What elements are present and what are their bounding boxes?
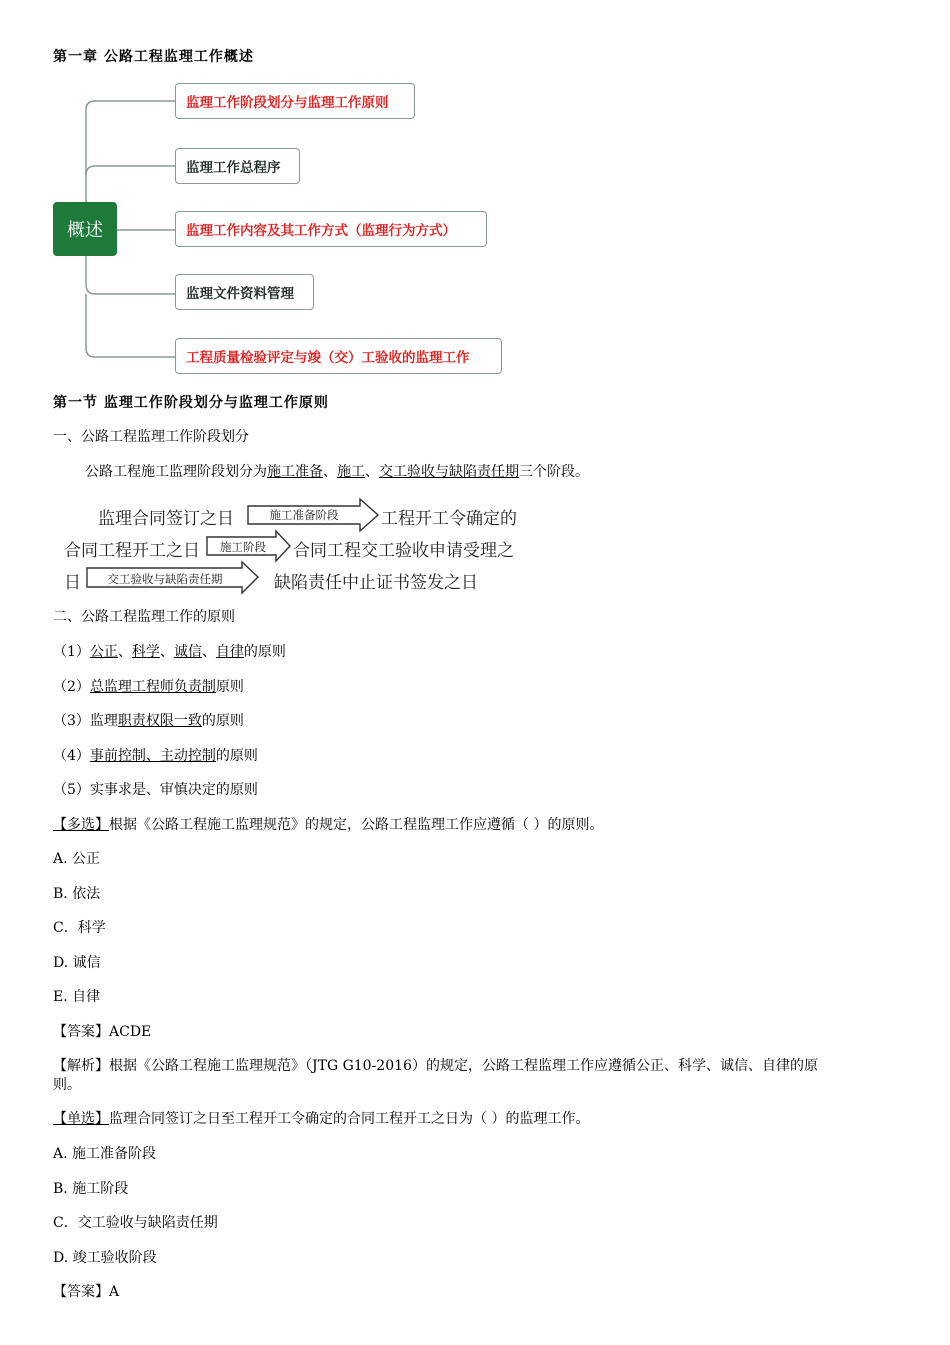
sep: 、 xyxy=(117,644,132,660)
sep: 、 xyxy=(365,464,379,480)
q1-option-a: A. 公正 xyxy=(53,851,101,867)
sep: 、 xyxy=(159,644,174,660)
sep: 、 xyxy=(323,464,337,480)
answer-value: ACDE xyxy=(109,1024,152,1040)
sep: 、 xyxy=(201,644,216,660)
q1-option-c: C．科学 xyxy=(53,920,106,936)
arrow2-label: 施工阶段 xyxy=(220,540,266,554)
answer-tag: 【答案】 xyxy=(53,1284,109,1300)
q1-analysis xyxy=(53,1055,818,1075)
stage-line1-start: 监理合同签订之日 xyxy=(98,509,234,529)
arrow1-label: 施工准备阶段 xyxy=(269,508,339,522)
principle-term: 自律 xyxy=(215,644,244,660)
chapter-title: 第一章 公路工程监理工作概述 xyxy=(53,49,254,65)
analysis-text: 根据《公路工程施工监理规范》（JTG G10-2016）的规定，公路工程监理工作应遵循公正、科学、诚信、自律的原 xyxy=(109,1058,818,1074)
q1-option-e: E. 自律 xyxy=(53,989,101,1005)
principle-tail: 的原则 xyxy=(215,748,258,764)
q1-analysis-cont: 则。 xyxy=(53,1077,81,1093)
principle-2 xyxy=(53,676,244,696)
answer-value: A xyxy=(109,1284,120,1300)
arrow3-label: 交工验收与缺陷责任期 xyxy=(107,572,223,586)
principle-term: 总监理工程师负责制 xyxy=(89,679,216,695)
principle-prefix: 监理 xyxy=(89,713,118,729)
stage-line3-start: 日 xyxy=(64,573,81,593)
intro-prefix: 公路工程施工监理阶段划分为 xyxy=(85,464,267,480)
q2-option-b: B. 施工阶段 xyxy=(53,1181,129,1197)
question-type-tag: 【多选】 xyxy=(53,817,109,833)
principle-1 xyxy=(53,641,286,661)
q2-option-c: C．交工验收与缺陷责任期 xyxy=(53,1215,218,1231)
section-title: 第一节 监理工作阶段划分与监理工作原则 xyxy=(53,395,329,411)
question-stem: 监理合同签订之日至工程开工令确定的合同工程开工之日为（ ）的监理工作。 xyxy=(109,1111,590,1127)
question-1 xyxy=(53,814,603,834)
mindmap-node-document-management: 监理文件资料管理 xyxy=(175,274,314,310)
part1-intro xyxy=(85,461,589,481)
stage-prep: 施工准备 xyxy=(267,464,323,480)
principle-3 xyxy=(53,710,244,730)
principle-number: （4） xyxy=(53,748,90,764)
q2-answer xyxy=(53,1281,119,1301)
mindmap-root: 概述 xyxy=(53,202,117,256)
q2-option-a: A. 施工准备阶段 xyxy=(53,1146,157,1162)
principle-term: 公正 xyxy=(89,644,118,660)
principle-term: 事前控制、主动控制 xyxy=(89,748,216,764)
part1-heading: 一、公路工程监理工作阶段划分 xyxy=(53,429,249,445)
q2-option-d: D. 竣工验收阶段 xyxy=(53,1250,157,1266)
principle-term: 诚信 xyxy=(173,644,202,660)
question-stem: 根据《公路工程施工监理规范》的规定，公路工程监理工作应遵循（ ）的原则。 xyxy=(109,817,604,833)
answer-tag: 【答案】 xyxy=(53,1024,109,1040)
principle-term: 职责权限一致 xyxy=(117,713,202,729)
stage-line3-end: 缺陷责任中止证书签发之日 xyxy=(274,573,478,593)
principle-number: （3） xyxy=(53,713,90,729)
stage-line2-start: 合同工程开工之日 xyxy=(64,541,200,561)
principle-tail: 原则 xyxy=(215,679,244,695)
principle-tail: 的原则 xyxy=(201,713,244,729)
principle-number: （5） xyxy=(53,782,90,798)
principle-4 xyxy=(53,745,258,765)
question-type-tag: 【单选】 xyxy=(53,1111,109,1127)
principle-text: 实事求是、审慎决定的原则 xyxy=(89,782,258,798)
q1-option-d: D. 诚信 xyxy=(53,955,101,971)
mindmap-node-quality-acceptance: 工程质量检验评定与竣（交）工验收的监理工作 xyxy=(175,338,502,374)
mindmap-node-stage-principles: 监理工作阶段划分与监理工作原则 xyxy=(175,83,415,119)
mindmap-node-content-methods: 监理工作内容及其工作方式（监理行为方式） xyxy=(175,211,487,247)
q1-option-b: B. 依法 xyxy=(53,886,101,902)
part2-heading: 二、公路工程监理工作的原则 xyxy=(53,609,235,625)
mindmap-node-procedure: 监理工作总程序 xyxy=(175,148,300,184)
stage-acceptance: 交工验收与缺陷责任期 xyxy=(379,464,519,480)
principle-5 xyxy=(53,779,258,799)
q1-answer xyxy=(53,1021,151,1041)
principle-tail: 的原则 xyxy=(243,644,286,660)
principle-term: 科学 xyxy=(131,644,160,660)
principle-number: （1） xyxy=(53,644,90,660)
stage-construction: 施工 xyxy=(337,464,365,480)
analysis-tag: 【解析】 xyxy=(53,1058,109,1074)
principle-number: （2） xyxy=(53,679,90,695)
question-2 xyxy=(53,1108,589,1128)
intro-suffix: 三个阶段。 xyxy=(519,464,589,480)
stage-line1-end: 工程开工令确定的 xyxy=(381,509,517,529)
stage-line2-end: 合同工程交工验收申请受理之 xyxy=(293,541,514,561)
